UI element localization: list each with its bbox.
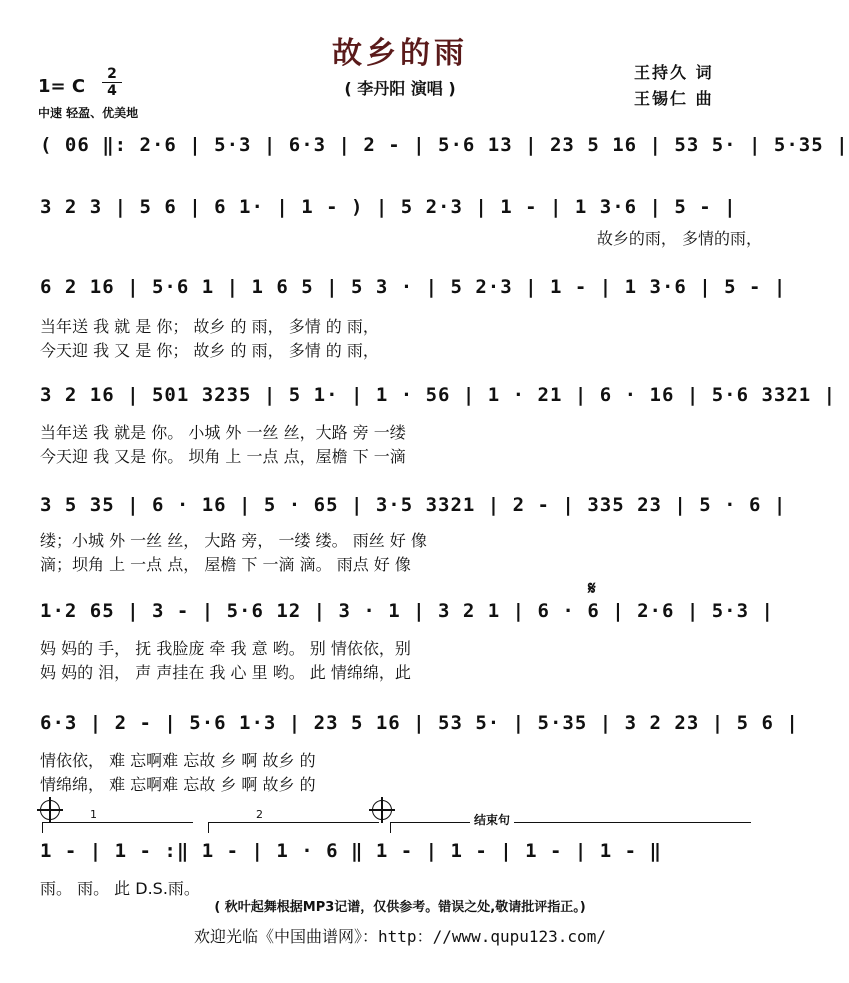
- performer-credit: ( 李丹阳 演唱 ): [344, 79, 456, 98]
- site-link[interactable]: http：//www.qupu123.com/: [378, 927, 606, 946]
- lyric-line: 雨。 雨。 此 D.S.雨。: [40, 879, 200, 898]
- notation-row: ( 06 ‖: 2·6 | 5·3 | 6·3 | 2 - | 5·6 13 | 23 5 16 | 53 5· | 5·35 |: [40, 134, 849, 156]
- lyric-line: 妈 妈的 泪， 声 声挂在 我 心 里 哟。 此 情绵绵，此: [40, 663, 411, 682]
- transcriber-note: ( 秋叶起舞根据MP3记谱，仅供参考。错误之处,敬请批评指正。): [214, 900, 586, 915]
- site-footer: [0, 924, 800, 947]
- lyric-line: 今天迎 我 又是 你。 坝角 上 一点 点，屋檐 下 一滴: [40, 447, 406, 466]
- notation-row: 1 - | 1 - :‖ 1 - | 1 · 6 ‖ 1 - | 1 - | 1 - | 1 - ‖: [40, 840, 662, 862]
- lyricist-credit: 王持久 词: [634, 63, 714, 82]
- lyric-line: 故乡的雨， 多情的雨，: [596, 229, 762, 248]
- second-ending-bracket: [208, 822, 379, 833]
- tempo-marking: 中速 轻盈、优美地: [38, 106, 139, 120]
- notation-row: 3 2 16 | 501 3235 | 5 1· | 1 · 56 | 1 · 21 | 6 · 16 | 5·6 3321 |: [40, 384, 837, 406]
- first-ending-number: 1: [90, 808, 97, 821]
- ending-bracket: [390, 822, 751, 833]
- lyric-line: 情依依， 难 忘啊难 忘故 乡 啊 故乡 的: [40, 751, 316, 770]
- time-numerator: 2: [102, 66, 122, 83]
- ending-label: 结束句: [470, 811, 514, 828]
- second-ending-number: 2: [256, 808, 263, 821]
- notation-row: 6 2 16 | 5·6 1 | 1 6 5 | 5 3 · | 5 2·3 | 1 - | 1 3·6 | 5 - |: [40, 276, 787, 298]
- notation-row: 3 5 35 | 6 · 16 | 5 · 65 | 3·5 3321 | 2 - | 335 23 | 5 · 6 |: [40, 494, 787, 516]
- time-denominator: 4: [107, 83, 117, 99]
- coda-sign: [372, 800, 392, 820]
- coda-sign: [40, 800, 60, 820]
- notation-row: 6·3 | 2 - | 5·6 1·3 | 23 5 16 | 53 5· | 5·35 | 3 2 23 | 5 6 |: [40, 712, 799, 734]
- notation-row: 3 2 3 | 5 6 | 6 1· | 1 - ) | 5 2·3 | 1 - | 1 3·6 | 5 - |: [40, 196, 737, 218]
- lyric-line: 妈 妈的 手， 抚 我脸庞 牵 我 意 哟。 别 情依依，别: [40, 639, 411, 658]
- key-signature: 1= C: [38, 76, 86, 97]
- lyric-line: 滴；坝角 上 一点 点， 屋檐 下 一滴 滴。 雨点 好 像: [40, 555, 411, 574]
- lyric-line: 缕；小城 外 一丝 丝， 大路 旁， 一缕 缕。 雨丝 好 像: [40, 531, 427, 550]
- welcome-text: 欢迎光临《中国曲谱网》：: [194, 927, 379, 946]
- lyric-line: 当年送 我 就是 你。 小城 外 一丝 丝，大路 旁 一缕: [40, 423, 406, 442]
- lyric-line: 情绵绵， 难 忘啊难 忘故 乡 啊 故乡 的: [40, 775, 316, 794]
- lyric-line: 今天迎 我 又 是 你； 故乡 的 雨， 多情 的 雨，: [40, 341, 379, 360]
- notation-row: 1·2 65 | 3 - | 5·6 12 | 3 · 1 | 3 2 1 | 6 · 6 | 2·6 | 5·3 |: [40, 600, 774, 622]
- time-signature: [102, 66, 122, 99]
- first-ending-bracket: [42, 822, 193, 833]
- segno-sign: 𝄋: [588, 578, 596, 599]
- song-title: 故乡的雨: [332, 36, 468, 71]
- composer-credit: 王锡仁 曲: [634, 89, 714, 108]
- lyric-line: 当年送 我 就 是 你； 故乡 的 雨， 多情 的 雨，: [40, 317, 379, 336]
